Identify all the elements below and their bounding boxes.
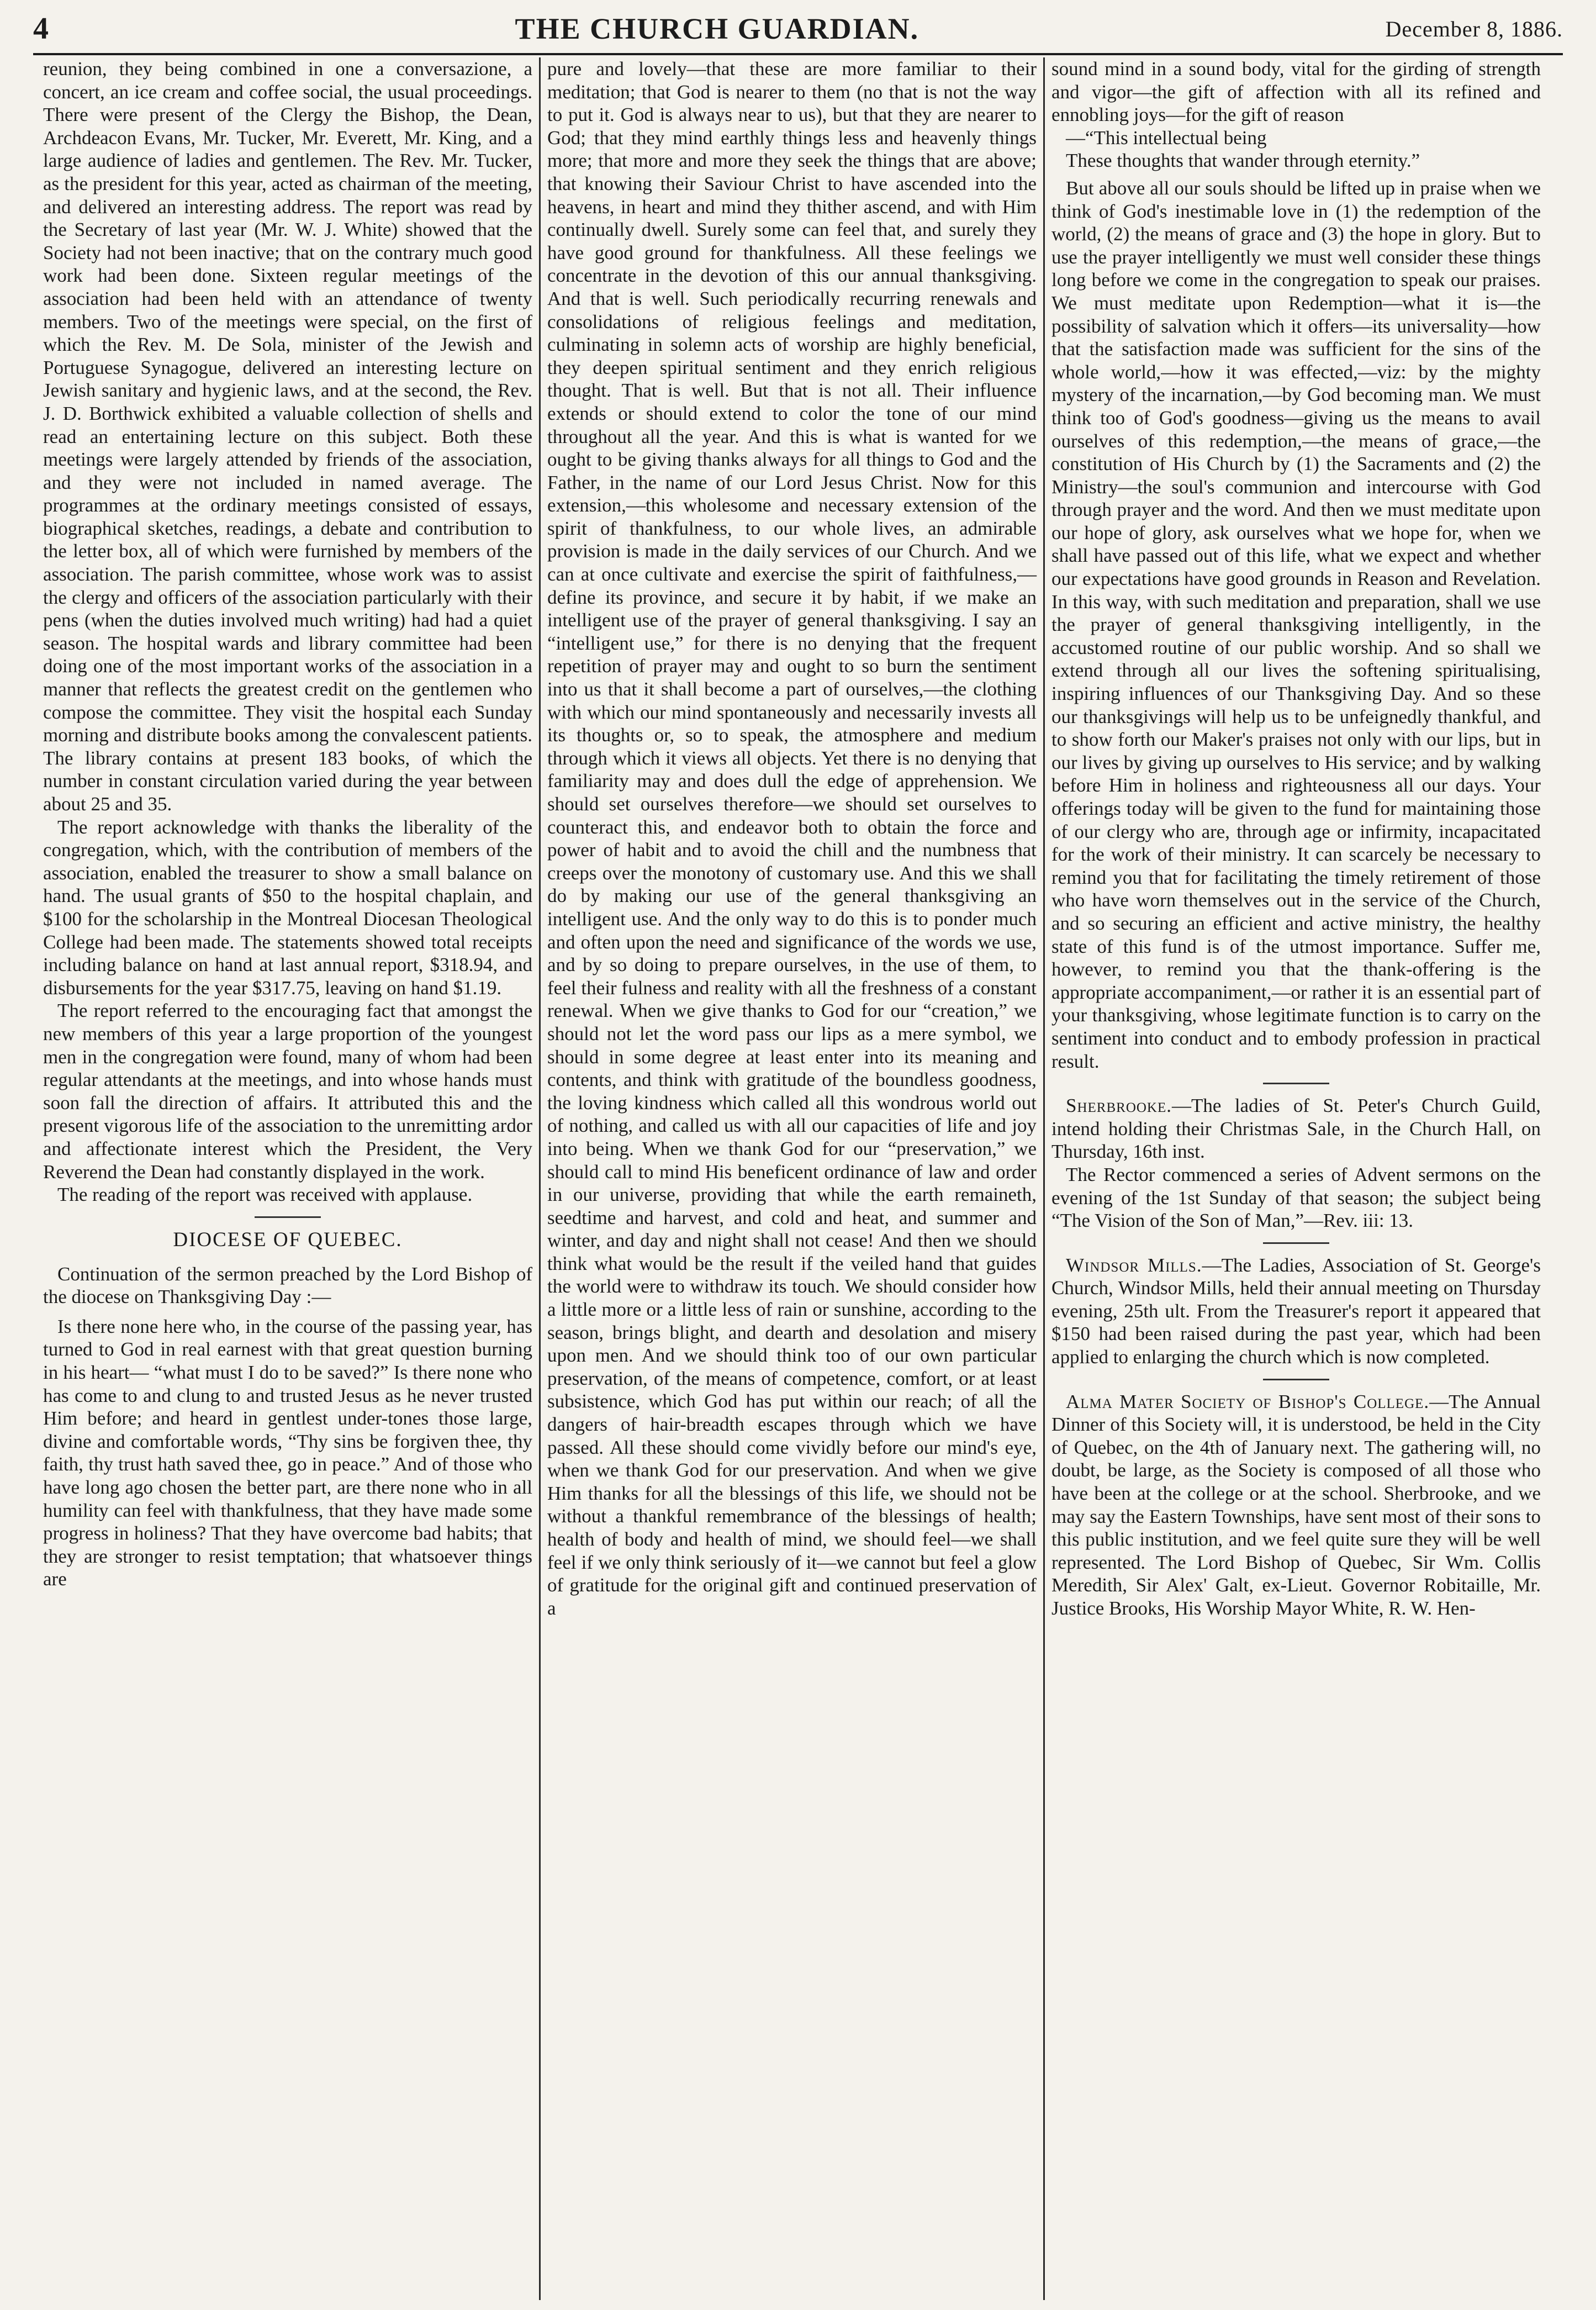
section-divider — [1263, 1083, 1329, 1084]
article-paragraph: But above all our souls should be lifted up in praise when we think of God's inestimable love in (1) the redemption of the world, (2) the means of grace and (3) the hope in glory. But to use the prayer intelligently we must well consider these things long before we come in the congregation to speak our praises. We must meditate upon Redemption—what it is—the possibility of salvation which it offers—its universality—how that the satisfaction made was sufficient for the sins of the whole world,—how it was effected,—viz: by the mighty mystery of the incarnation,—by God becoming man. We must think too of God's goodness—giving us the means to avail ourselves of this redemption,—the means of grace,—the constitution of His Church by (1) the Sacraments and (2) the Ministry—the soul's communion and intercourse with God through prayer and the word. And then we must meditate upon our hope of glory, ask ourselves what we hope for, when we shall have passed out of this life, what we expect and whether our expectations have good grounds in Reason and Revelation. In this way, with such meditation and preparation, shall we use the prayer of general thanksgiving intelligently, in the accustomed routine of our public worship. And so shall we extend through all our lives the softening spiritualising, inspiring influences of our Thanksgiving Day. And so these our thanksgivings will help us to be unfeignedly thankful, and to show forth our Maker's praises not only with our lips, but in our lives by giving up ourselves to His service; and by walking before Him in holiness and righteousness all our days. Your offerings today will be given to the fund for maintaining those of our clergy who are, through age or infirmity, incapacitated for the work of their ministry. It can scarcely be necessary to remind you that for facilitating the timely retirement of those who have worn themselves out in the service of the Church, and so securing an efficient and active ministry, the healthy state of this fund is of the utmost importance. Suffer me, however, to remind you that the thank-offering is the appropriate accompaniment,—or rather it is an essential part of your thanksgiving, whose legitimate function is to carry on the sentiment into conduct and to embody profession in practical result. — [1051, 177, 1541, 1072]
article-paragraph: reunion, they being combined in one a conversazione, a concert, an ice cream and coffee social, the usual proceedings. There were present of the Clergy the Bishop, the Dean, Archdeacon Evans, Mr. Tucker, Mr. Everett, Mr. King, and a large audience of ladies and gentlemen. The Rev. Mr. Tucker, as the president for this year, acted as chairman of the meeting, and delivered an interesting address. The report was read by the Secretary of last year (Mr. W. J. White) showed that the Society had not been inactive; that on the contrary much good work had been done. Sixteen regular meetings of the association had been held with an attendance of twenty members. Two of the meetings were special, on the first of which the Rev. M. De Sola, minister of the Jewish and Portuguese Synagogue, delivered an interesting lecture on Jewish sanitary and hygienic laws, and at the second, the Rev. J. D. Borthwick exhibited a valuable collection of shells and read an entertaining lecture on this subject. Both these meetings were largely attended by friends of the association, and they were not included in named average. The programmes at the ordinary meetings consisted of essays, biographical sketches, readings, a debate and contribution to the letter box, all of which were furnished by members of the association. The parish committee, whose work was to assist the clergy and officers of the association particularly with their pens (when the duties involved much writing) had had a quiet season. The hospital wards and library committee had been doing one of the most important works of the association in a manner that reflects the greatest credit on the gentlemen who compose the committee. They visit the hospital each Sunday morning and distribute books among the convalescent patients. The library contains at present 183 books, of which the number in constant circulation varied during the year between about 25 and 35. — [43, 58, 532, 815]
section-divider — [255, 1216, 321, 1218]
section-divider — [1263, 1379, 1329, 1380]
article-paragraph: pure and lovely—that these are more familiar to their meditation; that God is nearer to them (no that is not the way to put it. God is always near to us), but that they are nearer to God; that they mind earthly things less and heavenly things more; that more and more they seek the things that are above; that knowing their Saviour Christ to have ascended into the heavens, in heart and mind they thither ascend, and with Him continually dwell. Surely some can feel that, and surely they have good ground for thankfulness. All these feelings we concentrate in the devotion of this our annual thanksgiving. And that is well. Such periodically recurring renewals and consolidations of religious feelings and meditation, culminating in solemn acts of worship are highly beneficial, they deepen spiritual sentiment and they enrich religious thought. That is well. But that is not all. Their influence extends or should extend to color the tone of our mind throughout all the year. And this is what is wanted for we ought to be giving thanks always for all things to God and the Father, in the name of our Lord Jesus Christ. Now for this extension,—this wholesome and necessary extension of the spirit of thankfulness, to our whole lives, an admirable provision is made in the daily services of our Church. And we can at once cultivate and exercise the spirit of faithfulness,—define its province, and secure it by habit, if we make an intelligent use of the prayer of general thanksgiving. I say an “intelligent use,” for there is no denying that the frequent repetition of prayer may and ought to so burn the sentiment into us that it shall become a part of ourselves,—the clothing with which our mind spontaneously and necessarily invests all its thoughts or, so to speak, the atmosphere and medium through which it views all objects. Yet there is no denying that familiarity may and does dull the edge of apprehension. We should set ourselves therefore—we should set ourselves to counteract this, and endeavor both to obtain the force and power of habit and to avoid the chill and the numbness that creeps over the monotony of customary use. And this we shall do by making our use of the general thanksgiving an intelligent use. And the only way to do this is to ponder much and often upon the need and significance of the words we use, and by so doing to prepare ourselves, in the use of them, to feel their fulness and reality with all the freshness of a constant renewal. When we give thanks to God for our “creation,” we should not let the word pass our lips as a mere symbol, we should in some degree at least enter into its meaning and contents, and think with gratitude of the boundless goodness, the loving kindness which called all this wondrous world out of nothing, and called us with all our capacities of life and joy into being. When we thank God for our “preservation,” we should call to mind His beneficent ordinance of law and order in our universe, providing that while the earth remaineth, seedtime and harvest, and cold and heat, and summer and winter, and day and night shall not cease! And then we should think what would be the result if the veiled hand that guides the world were to withdraw its touch. We should consider how a little more or a little less of rain or sunshine, according to the season, brings blight, and dearth and desolation and misery upon men. And we should think too of our own particular preservation, of the means of competence, comfort, or at least subsistence, which God has put within our reach; of all the dangers of hair-breadth escapes through which we have passed. All these should come vividly before our mind's eye, when we thank God for our preservation. And when we give Him thanks for all the blessings of this life, we should not be without a thankful remembrance of the blessings of health; health of body and health of mind, we should feel—we shall feel if we only think seriously of it—we cannot but feel a glow of gratitude for the original gift and continued preservation of a — [547, 58, 1037, 1619]
article-paragraph: Is there none here who, in the course of the passing year, has turned to God in real earnest with that great question burning in his heart— “what must I do to be saved?” Is there none who has come to and clung to and trusted Jesus as he never trusted Him before; and heard in gentlest under-tones those large, divine and comfortable words, “Thy sins be forgiven thee, thy faith, thy trust hath saved thee, go in peace.” And of those who have long ago chosen the better part, are there none who in all humility can feel with thankfulness, that they have made some progress in holiness? That they have overcome bad habits; that they are stronger to resist temptation; that whatsoever things are — [43, 1315, 532, 1590]
columns — [36, 57, 1561, 2300]
column-3 — [1045, 57, 1547, 2300]
news-item-text: —The ladies of St. Peter's Church Guild, intend holding their Christmas Sale, in the Church Hall, on Thursday, 16th inst. — [1051, 1095, 1541, 1163]
poetry-line: —“This intellectual being — [1066, 126, 1267, 149]
section-heading: DIOCESE OF QUEBEC. — [173, 1228, 403, 1251]
column-2 — [541, 57, 1043, 2300]
article-paragraph: The reading of the report was received with applause. — [57, 1184, 473, 1206]
news-item-dateline: Alma Mater Society of Bishop's College. — [1066, 1390, 1430, 1412]
news-item — [1051, 1390, 1541, 1620]
page-number: 4 — [33, 12, 49, 46]
newspaper-title: THE CHURCH GUARDIAN. — [515, 12, 919, 45]
issue-date: December 8, 1886. — [1385, 16, 1563, 41]
article-paragraph: Continuation of the sermon preached by the Lord Bishop of the diocese on Thanksgiving Day :— — [43, 1263, 532, 1308]
article-paragraph: The report referred to the encouraging fact that amongst the new members of this year a large proportion of the youngest men in the congregation were found, many of whom had been regular attendants at the meetings, and into whose hands must soon fall the direction of affairs. It attributed this and the present vigorous life of the association to the unremitting ardor and affectionate interest which the President, the Very Reverend the Dean had constantly displayed in the work. — [43, 1000, 532, 1183]
news-item-dateline: Windsor Mills. — [1066, 1254, 1202, 1276]
article-paragraph: The report acknowledge with thanks the liberality of the congregation, which, with the contribution of members of the association, enabled the treasurer to show a small balance on hand. The usual grants of $50 to the hospital chaplain, and $100 for the scholarship in the Montreal Diocesan Theological College had been made. The statements showed total receipts including balance on hand at last annual report, $318.94, and disbursements for the year $317.75, leaving on hand $1.19. — [43, 816, 532, 999]
article-paragraph: The Rector commenced a series of Advent sermons on the evening of the 1st Sunday of that season; the subject being “The Vision of the Son of Man,”—Rev. iii: 13. — [1051, 1163, 1541, 1232]
article-paragraph: sound mind in a sound body, vital for the girding of strength and vigor—the gift of affection with all its refined and ennobling joys—for the gift of reason — [1051, 58, 1541, 126]
news-item — [1051, 1254, 1541, 1369]
poetry-line: These thoughts that wander through eternity.” — [1066, 150, 1420, 172]
news-item — [1051, 1094, 1541, 1163]
masthead — [33, 12, 1563, 45]
news-item-text: —The Ladies, Association of St. George's Church, Windsor Mills, held their annual meeting on Thursday evening, 25th ult. From the Treasurer's report it appeared that $150 had been raised during the past year, which had been applied to enlarging the church which is now completed. — [1051, 1254, 1541, 1368]
news-item-dateline: Sherbrooke. — [1066, 1095, 1172, 1117]
masthead-rule — [33, 53, 1563, 55]
news-item-text: —The Annual Dinner of this Society will, it is understood, be held in the City of Quebec, on the 4th of January next. The gathering will, no doubt, be large, as the Society is composed of all those who have been at the college or at the school. Sherbrooke, and we may say the Eastern Townships, have sent most of their sons to this public institution, and we feel quite sure they will be well represented. The Lord Bishop of Quebec, Sir Wm. Collis Meredith, Sir Alex' Galt, ex-Lieut. Governor Robitaille, Mr. Justice Brooks, His Worship Mayor White, R. W. Hen- — [1051, 1390, 1541, 1619]
section-divider — [1263, 1242, 1329, 1244]
column-1 — [36, 57, 539, 2300]
